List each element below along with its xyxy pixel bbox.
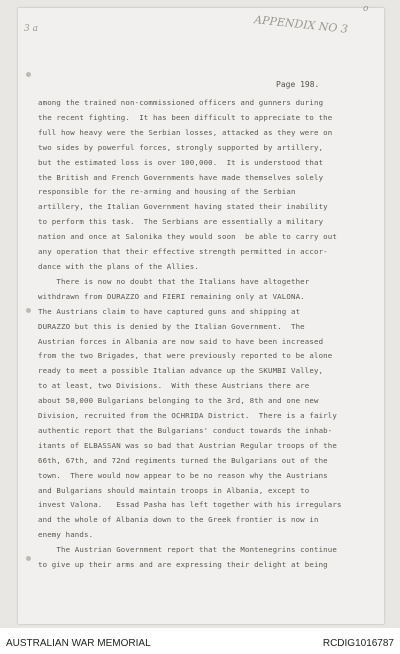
footer-institution: AUSTRALIAN WAR MEMORIAL — [6, 638, 151, 649]
text-line: to perform this task. The Serbians are essentially a military — [38, 217, 324, 227]
text-line: withdrawn from DURAZZO and FIERI remaining only at VALONA. — [38, 291, 305, 301]
typed-text-body — [38, 96, 378, 573]
text-line: artillery, the Italian Government having stated their inability — [38, 202, 328, 212]
text-line: to at least, two Divisions. With these Austrians there are — [38, 381, 310, 391]
text-line: dance with the plans of the Allies. — [38, 261, 199, 271]
punch-hole — [26, 556, 31, 561]
text-line: Austrian forces in Albania are now said to have been increased — [38, 336, 324, 346]
text-line: to give up their arms and are expressing their delight at being — [38, 560, 328, 570]
text-line: and the whole of Albania down to the Greek frontier is now in — [38, 515, 319, 525]
text-line: itants of ELBASSAN was so bad that Austrian Regular troops of the — [38, 440, 337, 450]
text-line: DURAZZO but this is denied by the Italian Government. The — [38, 321, 305, 331]
text-line: responsible for the re-arming and housing of the Serbian — [38, 187, 296, 197]
text-line: full how heavy were the Serbian losses, attacked as they were on — [38, 127, 333, 137]
punch-hole — [26, 72, 31, 77]
text-line: but the estimated loss is over 100,000. It is understood that — [38, 157, 324, 167]
text-line: enemy hands. — [38, 530, 94, 540]
appendix-annotation: APPENDIX NO 3 — [253, 13, 349, 36]
text-line: the British and French Governments have made themselves solely — [38, 172, 324, 182]
text-line: There is now no doubt that the Italians have altogether — [38, 276, 310, 286]
text-line: invest Valona. Essad Pasha has left together with his irregulars — [38, 500, 342, 510]
text-line: Division, recruited from the OCHRIDA District. There is a fairly — [38, 411, 337, 421]
punch-hole — [26, 308, 31, 313]
text-line: and Bulgarians should maintain troops in Albania, except to — [38, 485, 310, 495]
text-line: town. There would now appear to be no reason why the Austrians — [38, 470, 328, 480]
page-number: Page 198. — [276, 80, 320, 89]
text-line: about 50,000 Bulgarians belonging to the 3rd, 8th and one new — [38, 396, 319, 406]
text-line: two sides by powerful forces, strongly supported by artillery, — [38, 142, 324, 152]
text-line: The Austrians claim to have captured guns and shipping at — [38, 306, 301, 316]
text-line: The Austrian Government report that the Montenegrins continue — [38, 545, 337, 555]
text-line: the recent fighting. It has been difficult to appreciate to the — [38, 112, 333, 122]
text-line: 66th, 67th, and 72nd regiments turned the Bulgarians out of the — [38, 455, 328, 465]
tick-annotation: o — [363, 4, 369, 14]
text-line: any operation that their effective strength permitted in accor- — [38, 247, 328, 257]
text-line: among the trained non-commissioned officers and gunners during — [38, 98, 324, 107]
text-line: ready to meet a possible Italian advance up the SKUMBI Valley, — [38, 366, 324, 376]
text-line: authentic report that the Bulgarians' conduct towards the inhab- — [38, 425, 333, 435]
archive-footer — [0, 634, 400, 654]
text-line: nation and once at Salonika they would soon be able to carry out — [38, 232, 337, 242]
corner-annotation: 3 a — [24, 24, 38, 34]
footer-record-id: RCDIG1016787 — [322, 638, 394, 649]
text-line: from the two Brigades, that were previously reported to be alone — [38, 351, 333, 361]
